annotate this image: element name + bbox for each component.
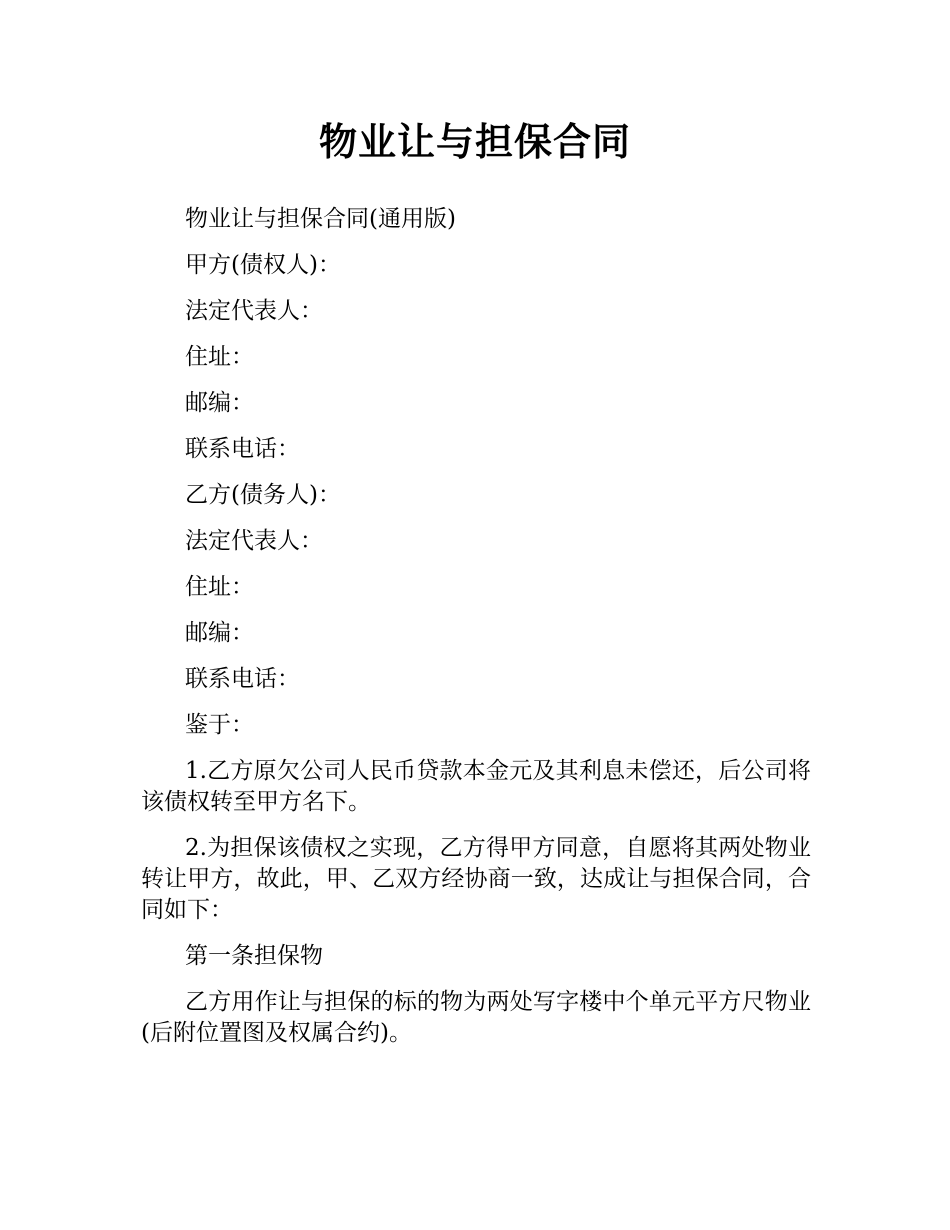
paragraph-party-b-phone: 联系电话：: [185, 666, 300, 692]
paragraph-recital-1: 1.乙方原欠公司人民币贷款本金元及其利息未偿还，后公司将该债权转至甲方名下。: [141, 758, 811, 815]
paragraph-party-b: 乙方(债务人)：: [185, 482, 341, 508]
paragraph-party-b-address: 住址：: [185, 574, 254, 600]
paragraph-whereas: 鉴于：: [185, 712, 254, 738]
paragraph-party-a-postcode: 邮编：: [185, 390, 254, 416]
paragraph-party-a-phone: 联系电话：: [185, 436, 300, 462]
paragraph-party-b-representative: 法定代表人：: [185, 528, 323, 554]
paragraph-subtitle: 物业让与担保合同(通用版): [185, 206, 456, 232]
paragraph-party-a-representative: 法定代表人：: [185, 298, 323, 324]
paragraph-party-a: 甲方(债权人)：: [185, 252, 341, 278]
document-body: [141, 204, 811, 1064]
document-title: 物业让与担保合同: [318, 120, 631, 164]
paragraph-article-1-heading: 第一条担保物: [185, 943, 323, 969]
paragraph-party-a-address: 住址：: [185, 344, 254, 370]
paragraph-article-1-body: 乙方用作让与担保的标的物为两处写字楼中个单元平方尺物业(后附位置图及权属合约)。: [141, 989, 811, 1046]
paragraph-party-b-postcode: 邮编：: [185, 620, 254, 646]
paragraph-recital-2: 2.为担保该债权之实现，乙方得甲方同意，自愿将其两处物业转让甲方，故此，甲、乙双方经协商一致，达成让与担保合同，合同如下：: [141, 835, 811, 923]
